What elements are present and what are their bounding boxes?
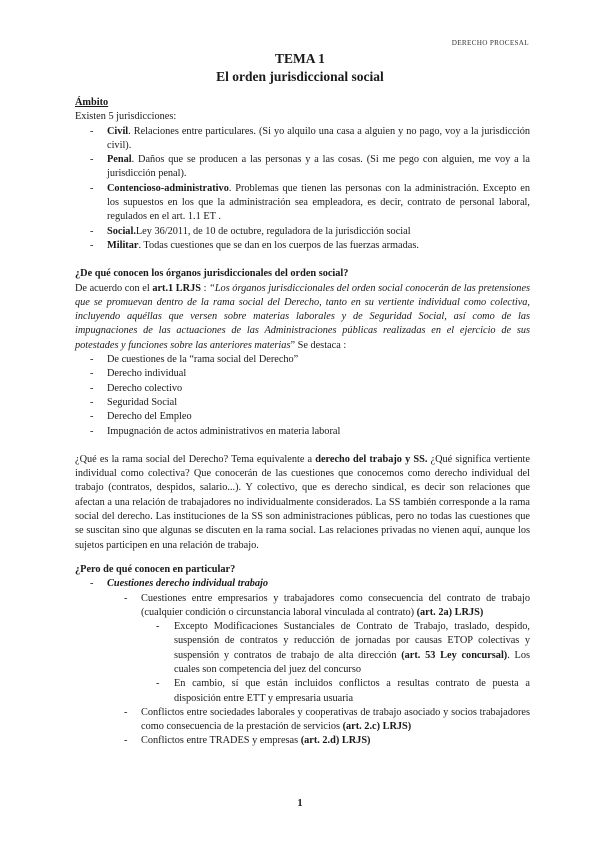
running-header: DERECHO PROCESAL: [451, 39, 529, 47]
list-item: - Cuestiones entre empresarios y trabajadores como consecuencia del contrato de trabajo (cualquier condición o circunstancia laboral vinculada al contrato) (art. 2a) LRJS) - Excepto Modificaciones Sustanciales de Contrato de Trabajo, traslado, despido, suspensión de contratos y reducción de jornadas por causas ETOP colectivas y suspensión y contratos de trabajo de alta dirección (art. 53 Ley concursal). Los cuales son competencia del juez del concurso - En cambio, sí que están incluidos conflictos a resultas contrato de puesta a disposición entre ETT y empresaria usuaria: [107, 592, 530, 706]
list-item: - Impugnación de actos administrativos en materia laboral: [75, 425, 530, 439]
list-item: - Seguridad Social: [75, 396, 530, 410]
jurisdictions-list: [75, 125, 530, 254]
list-item: - De cuestiones de la “rama social del Derecho”: [75, 353, 530, 367]
list-item: - Derecho colectivo: [75, 382, 530, 396]
list-item: - Civil. Relaciones entre particulares. (Si yo alquilo una casa a alguien y no pago, voy a la jurisdicción civil).: [75, 125, 530, 154]
rama-social-paragraph: ¿Qué es la rama social del Derecho? Tema equivalente a derecho del trabajo y SS. ¿Qué significa vertiente individual como colectiva? Que conocerán de las cuestiones que conocemos como derecho individual del trabajo (contratos, despidos, salario...). Y colectivo, que es derecho sindical, es decir son relaciones que afectan a una relación de trabajadores no individualmente considerados. La SS también corresponde a la rama social del derecho. Las instituciones de la SS son administraciones públicas, pero no todas las cuestiones que se suscitan sino que algunas se discuten en la rama social. Las relaciones privadas no vienen aquí, aunque los sujetos participen en una relación de trabajo.: [75, 453, 530, 551]
section-heading-particular: ¿Pero de qué conocen en particular?: [75, 563, 236, 575]
sub-sub-list: [141, 620, 530, 706]
section-heading-conocen: ¿De qué conocen los órganos jurisdiccionales del orden social?: [75, 268, 349, 280]
document-subtitle: El orden jurisdiccional social: [216, 69, 384, 84]
particular-list: [75, 577, 530, 749]
page-number: 1: [297, 798, 303, 809]
list-item: - En cambio, sí que están incluidos conflictos a resultas contrato de puesta a disposición entre ETT y empresaria usuaria: [141, 677, 530, 706]
list-item: - Derecho del Empleo: [75, 410, 530, 424]
list-item: - Penal. Daños que se producen a las personas y a las cosas. (Si me pego con alguien, me voy a la jurisdicción penal).: [75, 153, 530, 182]
list-item: - Conflictos entre TRADES y empresas (art. 2.d) LRJS): [107, 734, 530, 748]
document-body: [75, 96, 530, 749]
art1-paragraph: De acuerdo con el art.1 LRJS : “Los órganos jurisdiccionales del orden social conocerán de las pretensiones que se promuevan dentro de la rama social del Derecho, tanto en su vertiente individual como colectiva, incluyendo aquéllas que versen sobre materias laborales y de Seguridad Social, así como de las impugnaciones de las actuaciones de las Administraciones públicas realizadas en el ejercicio de sus potestades y funciones sobre las anteriores materias” Se destaca :: [75, 282, 531, 351]
section-heading-ambito: Ámbito: [75, 97, 109, 108]
list-item: - Excepto Modificaciones Sustanciales de Contrato de Trabajo, traslado, despido, suspensión de contratos y reducción de jornadas por causas ETOP colectivas y suspensión y contratos de trabajo de alta dirección (art. 53 Ley concursal). Los cuales son competencia del juez del concurso: [141, 620, 530, 677]
destaca-list: [75, 353, 530, 439]
list-item: - Conflictos entre sociedades laborales y cooperativas de trabajo asociado y socios trabajadores como consecuencia de la prestación de servicios (art. 2.c) LRJS): [107, 706, 530, 735]
list-item: - Social.Ley 36/2011, de 10 de octubre, reguladora de la jurisdicción social: [75, 225, 530, 239]
document-title: TEMA 1: [275, 51, 325, 66]
list-item: - Cuestiones derecho individual trabajo - Cuestiones entre empresarios y trabajadores como consecuencia del contrato de trabajo (cualquier condición o circunstancia laboral vinculada al contrato) (art. 2a) LRJS) - Excepto Modificaciones Sustanciales de Contrato de Trabajo, traslado, despido, suspensión de contratos y reducción de jornadas por causas ETOP colectivas y suspensión y contratos de trabajo de alta dirección (art. 53 Ley concursal). Los cuales son competencia del juez del concurso - En cambio, sí que están incluidos conflictos a resultas contrato de puesta a disposición entre ETT y empresaria usuaria - Conflictos entre sociedades laborales y cooperativas de trabajo asociado y socios trabajadores como consecuencia de la prestación de servicios (art. 2.c) LRJS) - Conflictos entre TRADES y empresas (art. 2.d) LRJS): [75, 577, 530, 749]
list-item: - Contencioso-administrativo. Problemas que tienen las personas con la administración. Excepto en los supuestos en los que la administración sea empleadora, es decir, contrato de personal laboral, regulados en el art. 1.1 ET .: [75, 182, 530, 225]
ambito-intro: Existen 5 jurisdicciones:: [75, 111, 177, 123]
sub-list: [107, 592, 530, 749]
list-item: - Derecho individual: [75, 367, 530, 381]
list-item: - Militar. Todas cuestiones que se dan en los cuerpos de las fuerzas armadas.: [75, 239, 530, 253]
